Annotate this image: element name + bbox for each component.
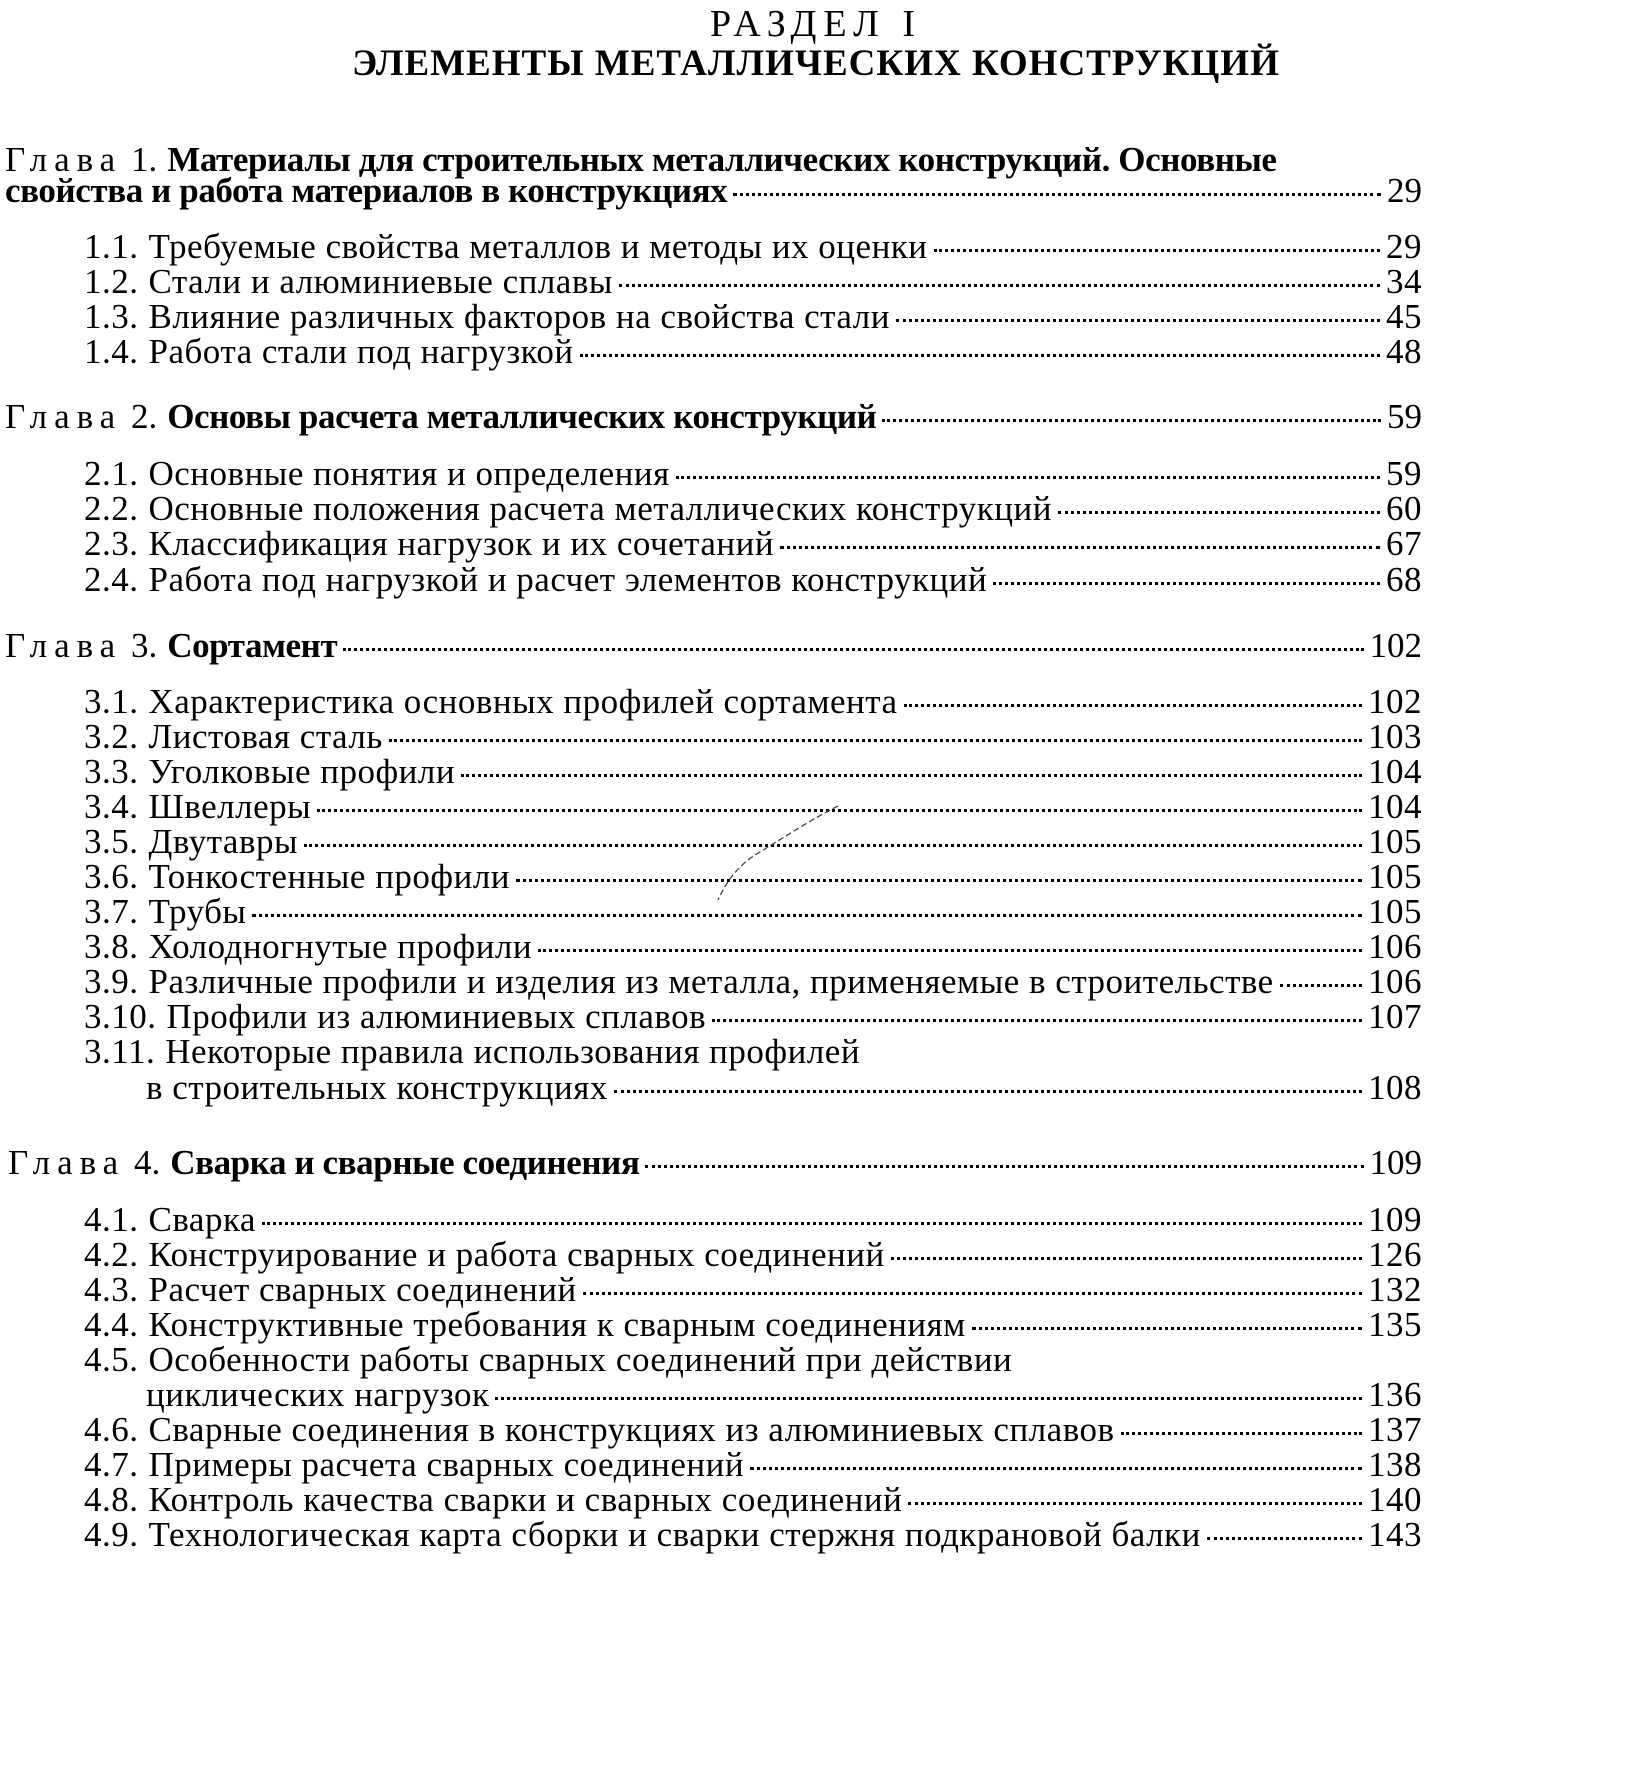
item-title: Характеристика основных профилей сортамента	[148, 682, 898, 721]
toc-item-3-8	[84, 927, 1422, 967]
item-number: 4.8.	[84, 1480, 139, 1519]
toc-item-3-10	[84, 997, 1422, 1037]
toc-chapter-3	[5, 626, 1422, 666]
chapter-title: свойства и работа материалов в конструкциях	[5, 171, 728, 210]
toc-item-4-9	[84, 1515, 1422, 1555]
chapter-label: Глава	[5, 397, 123, 436]
item-title: Конструктивные требования к сварным соединениям	[148, 1305, 966, 1344]
item-number: 4.5.	[84, 1340, 139, 1379]
item-number: 4.3.	[84, 1270, 139, 1309]
toc-item-3-6	[84, 857, 1422, 897]
dot-leader	[389, 739, 1362, 742]
item-title: Стали и алюминиевые сплавы	[148, 262, 613, 301]
item-number: 3.4.	[84, 787, 139, 826]
page-number: 59	[1387, 397, 1422, 436]
page-number: 67	[1386, 524, 1422, 563]
toc-item-4-7	[84, 1445, 1422, 1485]
toc-item-2-2	[84, 489, 1422, 529]
dot-leader	[317, 809, 1362, 812]
item-number: 3.3.	[84, 752, 139, 791]
page-number: 105	[1368, 857, 1422, 896]
chapter-number: 4.	[133, 1143, 161, 1182]
item-title: циклических нагрузок	[146, 1375, 490, 1414]
page-number: 102	[1368, 682, 1422, 721]
toc-item-3-11-line1	[84, 1032, 860, 1072]
page-number: 34	[1386, 262, 1422, 301]
item-number: 3.10.	[84, 997, 157, 1036]
page-number: 29	[1387, 171, 1422, 210]
dot-leader	[750, 1467, 1362, 1470]
item-title: Уголковые профили	[148, 752, 456, 791]
dot-leader	[538, 949, 1362, 952]
dot-leader	[1280, 984, 1362, 987]
toc-item-3-7	[84, 892, 1422, 932]
page-number: 140	[1368, 1480, 1422, 1519]
toc-item-3-9	[84, 962, 1422, 1002]
dot-leader	[896, 319, 1380, 322]
item-title: Двутавры	[148, 822, 299, 861]
dot-leader	[614, 1090, 1362, 1093]
section-number: РАЗДЕЛ I	[709, 3, 923, 45]
dot-leader	[1207, 1537, 1362, 1540]
dot-leader	[993, 582, 1380, 585]
item-title: Особенности работы сварных соединений при действии	[148, 1340, 1013, 1379]
page-number: 48	[1386, 332, 1422, 371]
dot-leader	[343, 648, 1363, 651]
dot-leader	[304, 844, 1362, 847]
item-number: 4.7.	[84, 1445, 139, 1484]
toc-item-3-11-line2	[146, 1068, 1422, 1108]
toc-item-3-3	[84, 752, 1422, 792]
page-number: 60	[1386, 489, 1422, 528]
toc-item-4-6	[84, 1410, 1422, 1450]
page-number: 105	[1368, 822, 1422, 861]
item-title: Листовая сталь	[148, 717, 383, 756]
toc-chapter-1-line2	[5, 171, 1422, 211]
toc-item-1-4	[84, 332, 1422, 372]
toc-item-1-3	[84, 297, 1422, 337]
toc-item-2-1	[84, 454, 1422, 494]
page-number: 68	[1386, 560, 1422, 599]
item-title: Основные понятия и определения	[148, 454, 670, 493]
item-title: Требуемые свойства металлов и методы их оценки	[148, 227, 928, 266]
toc-item-4-3	[84, 1270, 1422, 1310]
page-number: 126	[1368, 1235, 1422, 1274]
item-title: Сварные соединения в конструкциях из алюминиевых сплавов	[148, 1410, 1115, 1449]
dot-leader	[908, 1502, 1362, 1505]
item-title: Конструирование и работа сварных соединений	[148, 1235, 885, 1274]
item-number: 3.1.	[84, 682, 139, 721]
toc-item-4-1	[84, 1200, 1422, 1240]
chapter-label: Глава	[8, 1143, 126, 1182]
page-number: 143	[1368, 1515, 1422, 1554]
item-number: 3.5.	[84, 822, 139, 861]
dot-leader	[645, 1165, 1363, 1168]
page-number: 102	[1369, 626, 1422, 665]
chapter-label: Глава	[5, 140, 123, 179]
toc-item-3-2	[84, 717, 1422, 757]
page-number: 106	[1368, 927, 1422, 966]
item-number: 1.1.	[84, 227, 139, 266]
page-number: 104	[1368, 787, 1422, 826]
page-number: 109	[1368, 1200, 1422, 1239]
toc-item-4-4	[84, 1305, 1422, 1345]
item-title: Работа стали под нагрузкой	[148, 332, 574, 371]
toc-item-3-4	[84, 787, 1422, 827]
item-number: 2.4.	[84, 560, 139, 599]
item-title: Швеллеры	[148, 787, 312, 826]
page-number: 59	[1386, 454, 1422, 493]
toc-item-3-5	[84, 822, 1422, 862]
item-number: 3.2.	[84, 717, 139, 756]
toc-item-4-5-line1	[84, 1340, 1012, 1380]
item-title: Холодногнутые профили	[148, 927, 533, 966]
item-number: 3.8.	[84, 927, 139, 966]
item-title: Расчет сварных соединений	[148, 1270, 577, 1309]
page-number: 136	[1368, 1375, 1422, 1414]
dot-leader	[1058, 511, 1380, 514]
item-title: Классификация нагрузок и их сочетаний	[148, 524, 775, 563]
dot-leader	[780, 546, 1380, 549]
item-title: Различные профили и изделия из металла, применяемые в строительстве	[148, 962, 1274, 1001]
item-title: Основные положения расчета металлических конструкций	[148, 489, 1052, 528]
dot-leader	[712, 1019, 1362, 1022]
item-number: 3.11.	[84, 1032, 156, 1071]
dot-leader	[619, 284, 1380, 287]
dot-leader	[1121, 1432, 1362, 1435]
dot-leader	[580, 354, 1380, 357]
page-number: 135	[1368, 1305, 1422, 1344]
chapter-number: 2.	[130, 397, 158, 436]
dot-leader	[972, 1327, 1362, 1330]
item-number: 3.6.	[84, 857, 139, 896]
page-number: 29	[1386, 227, 1422, 266]
dot-leader	[676, 476, 1380, 479]
item-number: 4.1.	[84, 1200, 139, 1239]
chapter-number: 1.	[130, 140, 158, 179]
item-number: 2.1.	[84, 454, 139, 493]
item-title: в строительных конструкциях	[146, 1068, 608, 1107]
page-number: 45	[1386, 297, 1422, 336]
item-number: 2.3.	[84, 524, 139, 563]
toc-item-4-5-line2	[146, 1375, 1422, 1415]
toc-item-4-8	[84, 1480, 1422, 1520]
dot-leader	[583, 1292, 1362, 1295]
page-number: 108	[1368, 1068, 1422, 1107]
item-title: Влияние различных факторов на свойства стали	[148, 297, 890, 336]
page-number: 104	[1368, 752, 1422, 791]
item-title: Некоторые правила использования профилей	[165, 1032, 861, 1071]
page-number: 103	[1368, 717, 1422, 756]
dot-leader	[262, 1222, 1362, 1225]
page-number: 106	[1368, 962, 1422, 1001]
dot-leader	[495, 1397, 1362, 1400]
item-title: Профили из алюминиевых сплавов	[166, 997, 707, 1036]
item-number: 2.2.	[84, 489, 139, 528]
item-number: 1.4.	[84, 332, 139, 371]
chapter-number: 3.	[130, 626, 158, 665]
item-number: 4.6.	[84, 1410, 139, 1449]
chapter-label: Глава	[5, 626, 123, 665]
toc-item-2-4	[84, 560, 1422, 600]
item-number: 1.3.	[84, 297, 139, 336]
page-number: 107	[1368, 997, 1422, 1036]
dot-leader	[252, 914, 1362, 917]
item-number: 4.2.	[84, 1235, 139, 1274]
dot-leader	[516, 879, 1362, 882]
toc-chapter-2	[5, 397, 1422, 437]
dot-leader	[904, 704, 1362, 707]
dot-leader	[461, 774, 1362, 777]
dot-leader	[934, 249, 1380, 252]
item-title: Контроль качества сварки и сварных соединений	[148, 1480, 903, 1519]
dot-leader	[882, 419, 1381, 422]
chapter-title: Основы расчета металлических конструкций	[167, 397, 877, 436]
chapter-title: Материалы для строительных металлических конструкций. Основные	[167, 140, 1277, 179]
page-number: 138	[1368, 1445, 1422, 1484]
item-number: 4.9.	[84, 1515, 139, 1554]
item-title: Трубы	[148, 892, 247, 931]
toc-chapter-4	[8, 1143, 1422, 1183]
page-number: 137	[1368, 1410, 1422, 1449]
item-title: Технологическая карта сборки и сварки стержня подкрановой балки	[148, 1515, 1201, 1554]
page-number: 105	[1368, 892, 1422, 931]
item-title: Примеры расчета сварных соединений	[148, 1445, 745, 1484]
toc-item-1-2	[84, 262, 1422, 302]
item-number: 4.4.	[84, 1305, 139, 1344]
item-title: Сварка	[148, 1200, 256, 1239]
item-number: 3.9.	[84, 962, 139, 1001]
toc-item-3-1	[84, 682, 1422, 722]
toc-item-1-1	[84, 227, 1422, 267]
chapter-title: Сортамент	[167, 626, 338, 665]
page-number: 109	[1369, 1143, 1422, 1182]
chapter-title: Сварка и сварные соединения	[170, 1143, 640, 1182]
item-number: 1.2.	[84, 262, 139, 301]
item-title: Тонкостенные профили	[148, 857, 511, 896]
dot-leader	[891, 1257, 1362, 1260]
section-title: ЭЛЕМЕНТЫ МЕТАЛЛИЧЕСКИХ КОНСТРУКЦИЙ	[352, 43, 1280, 84]
toc-item-2-3	[84, 524, 1422, 564]
dot-leader	[733, 193, 1381, 196]
page-number: 132	[1368, 1270, 1422, 1309]
item-number: 3.7.	[84, 892, 139, 931]
item-title: Работа под нагрузкой и расчет элементов конструкций	[148, 560, 988, 599]
toc-item-4-2	[84, 1235, 1422, 1275]
